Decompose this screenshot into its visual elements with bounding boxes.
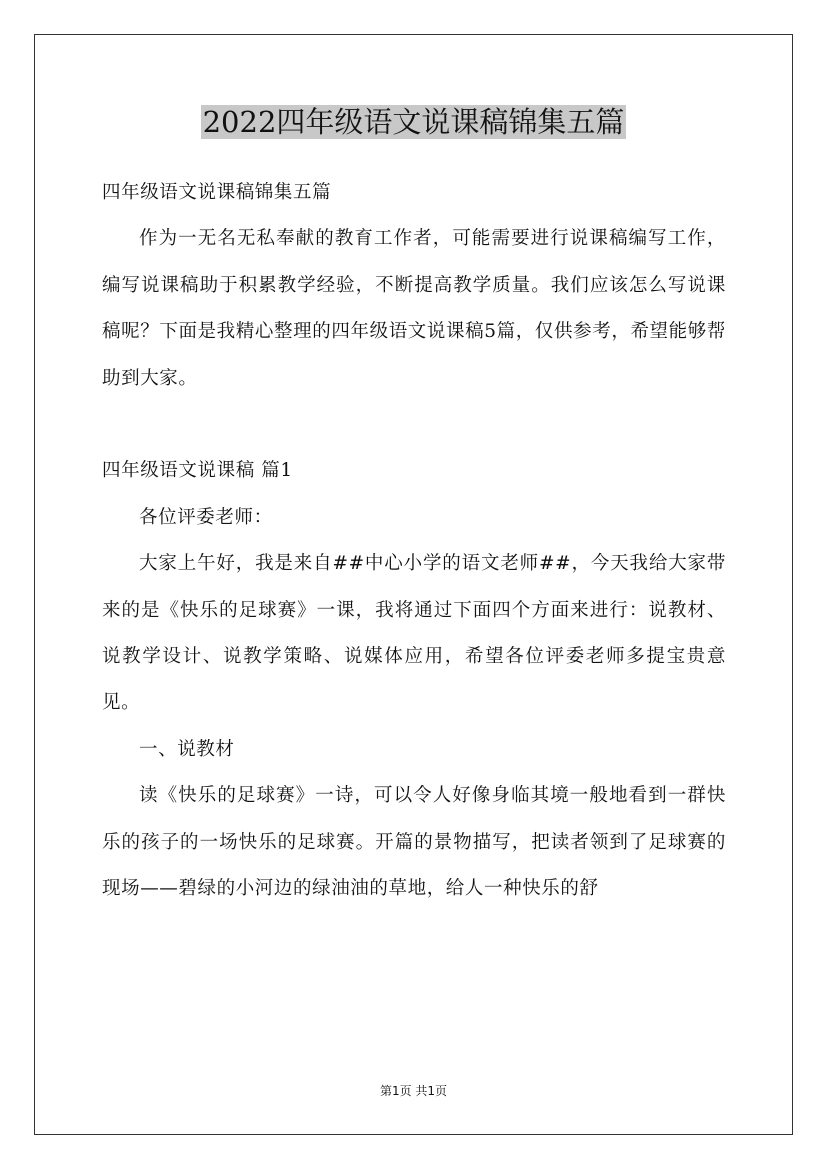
- document-title-text: 2022四年级语文说课稿锦集五篇: [202, 105, 625, 139]
- subsection-heading: 一、说教材: [139, 738, 235, 760]
- document-body: [102, 170, 726, 912]
- blank-line: [102, 402, 726, 448]
- opening-paragraph: 大家上午好，我是来自##中心小学的语文老师##，今天我给大家带来的是《快乐的足球赛》一课，我将通过下面四个方面来进行：说教材、说教学设计、说教学策略、说媒体应用，希望各位评委老师多提宝贵意见。: [102, 553, 726, 714]
- subtitle-paragraph: 四年级语文说课稿锦集五篇: [102, 182, 332, 203]
- document-title: [0, 100, 827, 144]
- greeting-paragraph: 各位评委老师：: [139, 506, 273, 528]
- section-heading: 四年级语文说课稿 篇1: [102, 460, 293, 482]
- content-paragraph: 读《快乐的足球赛》一诗，可以令人好像身临其境一般地看到一群快乐的孩子的一场快乐的足球赛。开篇的景物描写，把读者领到了足球赛的现场——碧绿的小河边的绿油油的草地，给人一种快乐的舒: [102, 785, 726, 900]
- page-footer: 第1页 共1页: [379, 1084, 448, 1098]
- intro-paragraph: 作为一无名无私奉献的教育工作者，可能需要进行说课稿编写工作，编写说课稿助于积累教学经验，不断提高教学质量。我们应该怎么写说课稿呢？下面是我精心整理的四年级语文说课稿5篇，仅供参考，希望能够帮助到大家。: [102, 228, 726, 389]
